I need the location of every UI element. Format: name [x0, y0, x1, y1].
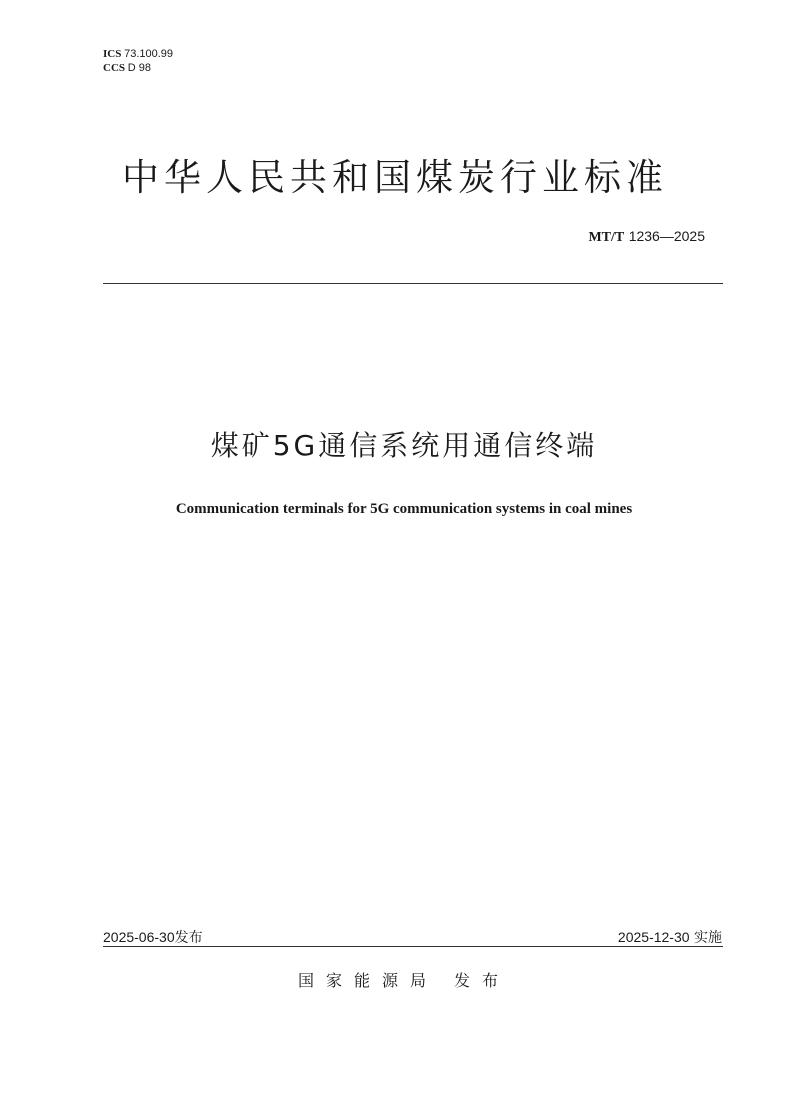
header-divider — [103, 283, 723, 284]
publisher-action: 发布 — [454, 971, 511, 990]
standard-code: 1236—2025 — [628, 228, 705, 244]
implementation-date — [618, 928, 722, 947]
issue-date — [103, 928, 203, 947]
ccs-code — [103, 62, 151, 75]
organization-title: 中华人民共和国煤炭行业标准 — [122, 156, 668, 199]
ics-value: 73.100.99 — [124, 48, 174, 60]
implementation-date-value: 2025-12-30 — [617, 929, 690, 945]
ccs-value: D 98 — [127, 62, 152, 74]
standard-number — [588, 227, 705, 247]
document-title-english: Communication terminals for 5G communication systems in coal mines — [175, 501, 633, 517]
ics-code — [103, 48, 173, 61]
ics-label: ICS — [103, 48, 122, 60]
standard-prefix: MT/T — [588, 230, 625, 245]
footer-divider — [103, 946, 723, 947]
document-title-chinese: 煤矿5G通信系统用通信终端 — [210, 429, 598, 462]
ccs-label: CCS — [103, 62, 126, 74]
publisher — [0, 970, 790, 992]
publisher-name: 国家能源局 — [297, 971, 438, 990]
issue-date-value: 2025-06-30 — [103, 929, 175, 945]
implementation-date-label: 实施 — [694, 930, 722, 946]
issue-date-label: 发布 — [174, 930, 203, 946]
